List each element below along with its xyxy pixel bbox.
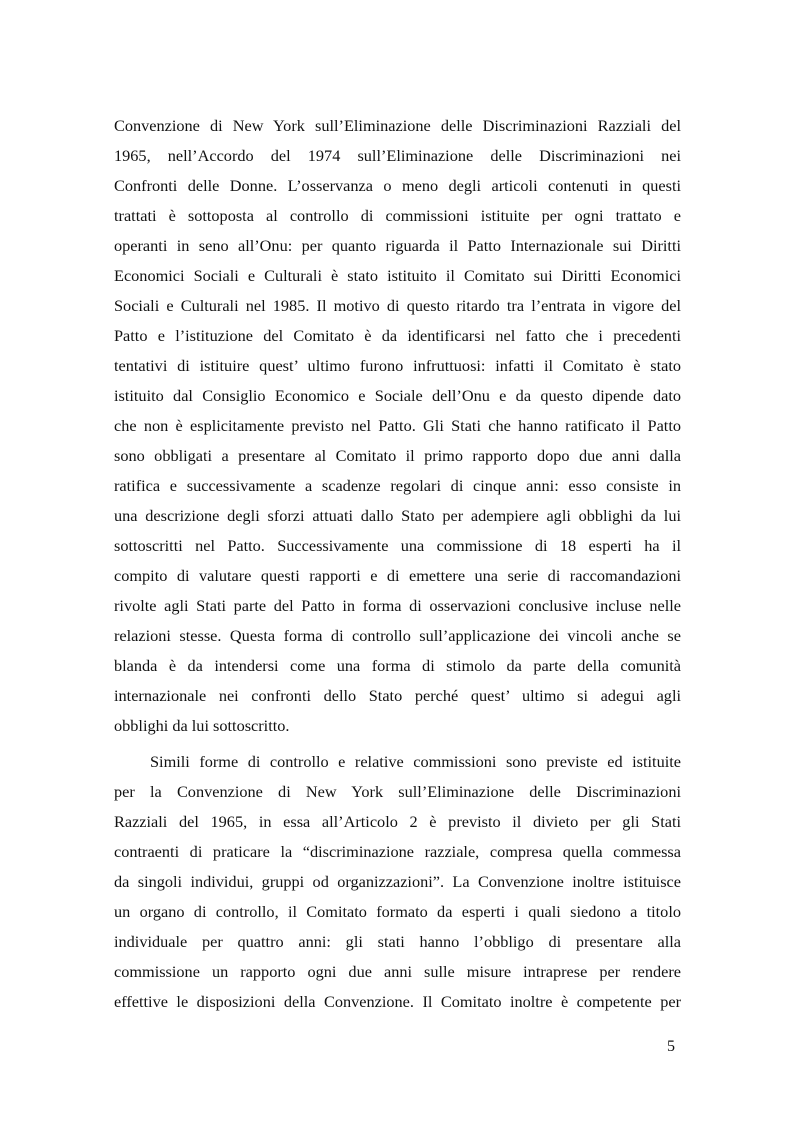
text-line: Razziali del 1965, in essa all’Articolo 2 è previsto il divieto per gli Stati [114,812,681,831]
text-line: per la Convenzione di New York sull’Eliminazione delle Discriminazioni [114,782,681,801]
text-line: Convenzione di New York sull’Eliminazione delle Discriminazioni Razziali del [114,116,681,135]
text-line: individuale per quattro anni: gli stati hanno l’obbligo di presentare alla [114,932,681,951]
text-line: istituito dal Consiglio Economico e Sociale dell’Onu e da questo dipende dato [114,386,681,405]
text-line: ratifica e successivamente a scadenze regolari di cinque anni: esso consiste in [114,476,681,495]
paragraph-2 [114,747,681,1017]
text-line: rivolte agli Stati parte del Patto in forma di osservazioni conclusive incluse nelle [114,596,681,615]
text-line: tentativi di istituire quest’ ultimo furono infruttuosi: infatti il Comitato è stato [114,356,681,375]
text-line: trattati è sottoposta al controllo di commissioni istituite per ogni trattato e [114,206,681,225]
text-line: Simili forme di controllo e relative commissioni sono previste ed istituite [150,752,681,771]
text-line: blanda è da intendersi come una forma di stimolo da parte della comunità [114,656,681,675]
text-line: contraenti di praticare la “discriminazione razziale, compresa quella commessa [114,842,681,861]
paragraph-1 [114,111,681,741]
text-line: che non è esplicitamente previsto nel Patto. Gli Stati che hanno ratificato il Patto [114,416,681,435]
text-line: effettive le disposizioni della Convenzione. Il Comitato inoltre è competente per [114,992,681,1011]
text-line: Confronti delle Donne. L’osservanza o meno degli articoli contenuti in questi [114,176,681,195]
text-line: una descrizione degli sforzi attuati dallo Stato per adempiere agli obblighi da lui [114,506,681,525]
text-line: Patto e l’istituzione del Comitato è da identificarsi nel fatto che i precedenti [114,326,681,345]
text-line: sono obbligati a presentare al Comitato il primo rapporto dopo due anni dalla [114,446,681,465]
text-line: relazioni stesse. Questa forma di controllo sull’applicazione dei vincoli anche se [114,626,681,645]
text-line: 1965, nell’Accordo del 1974 sull’Eliminazione delle Discriminazioni nei [114,146,681,165]
text-line: operanti in seno all’Onu: per quanto riguarda il Patto Internazionale sui Diritti [114,236,681,255]
text-line: Sociali e Culturali nel 1985. Il motivo di questo ritardo tra l’entrata in vigore del [114,296,681,315]
text-line: Economici Sociali e Culturali è stato istituito il Comitato sui Diritti Economici [114,266,681,285]
text-line: commissione un rapporto ogni due anni sulle misure intraprese per rendere [114,962,681,981]
text-line: da singoli individui, gruppi od organizzazioni”. La Convenzione inoltre istituisce [114,872,681,891]
text-line: sottoscritti nel Patto. Successivamente una commissione di 18 esperti ha il [114,536,681,555]
text-line: internazionale nei confronti dello Stato perché quest’ ultimo si adegui agli [114,686,681,705]
document-body [114,111,681,1017]
text-line: compito di valutare questi rapporti e di emettere una serie di raccomandazioni [114,566,681,585]
text-line: obblighi da lui sottoscritto. [114,716,290,735]
text-line: un organo di controllo, il Comitato formato da esperti i quali siedono a titolo [114,902,681,921]
page-number: 5 [667,1038,675,1055]
